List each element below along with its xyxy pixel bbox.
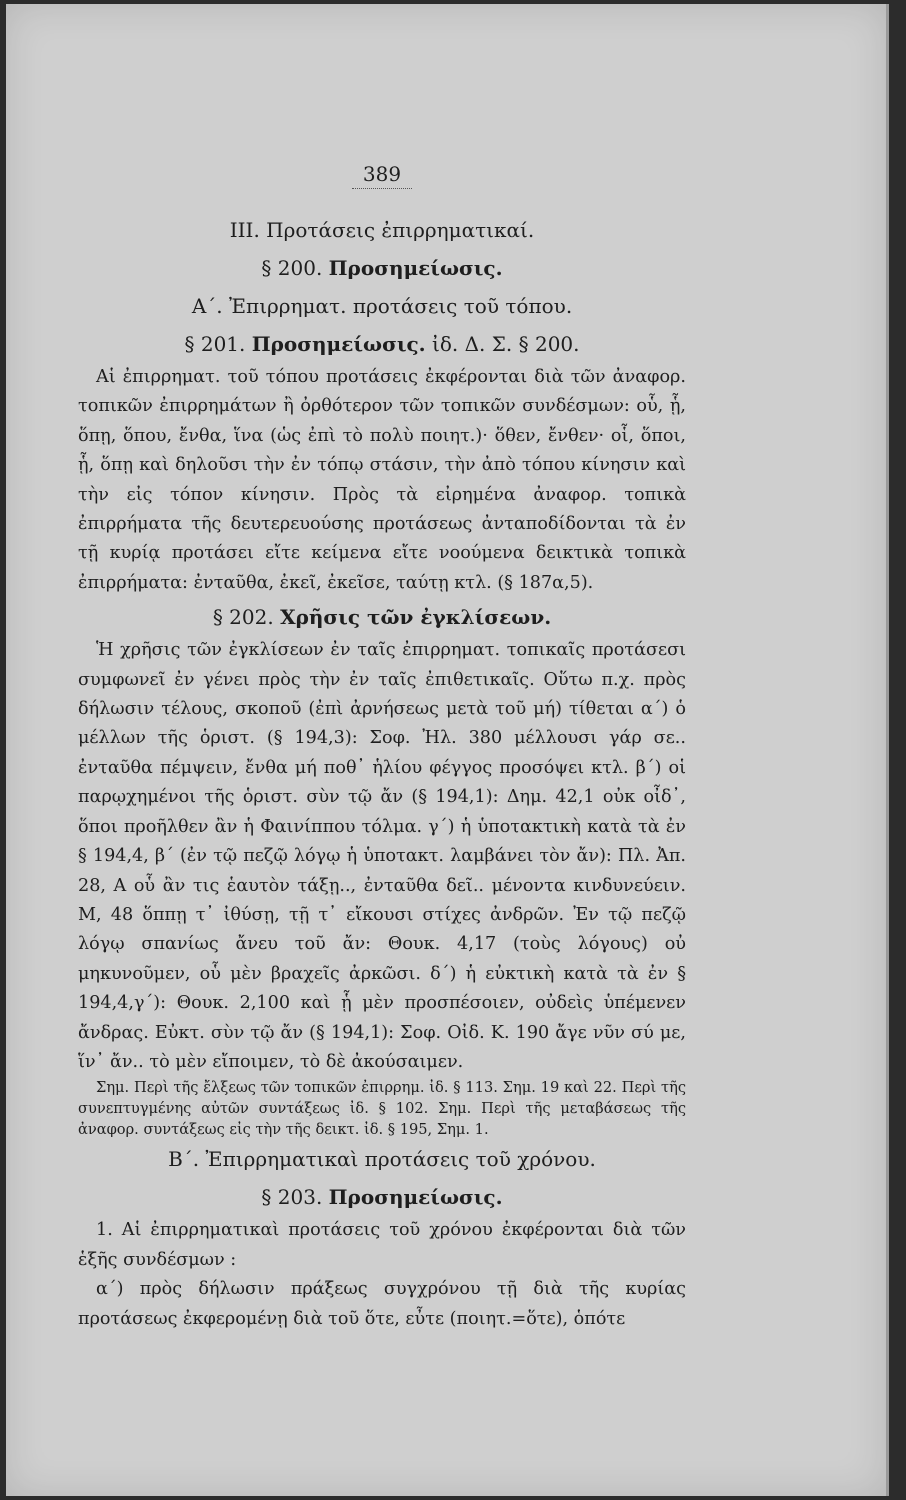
heading-202-title: Χρῆσις τῶν ἐγκλίσεων. <box>280 605 552 630</box>
page-text <box>78 162 686 1334</box>
section-title: III. Προτάσεις ἐπιρρηματικαί. <box>229 218 535 242</box>
heading-200-title: Προσημείωσις. <box>328 256 503 280</box>
subsection-b-title: Β΄. Ἐπιρρηματικαὶ προτάσεις τοῦ χρόνου. <box>168 1147 596 1172</box>
subsection-a-title: Α΄. Ἐπιρρηματ. προτάσεις τοῦ τόπου. <box>191 294 573 318</box>
heading-202 <box>78 598 686 636</box>
heading-203 <box>78 1178 686 1216</box>
page-number: 389 <box>362 162 402 186</box>
heading-202-number: § 202. <box>212 605 274 630</box>
paragraph-201: Αἱ ἐπιρρηματ. τοῦ τόπου προτάσεις ἐκφέρονται διὰ τῶν ἀναφορ. τοπικῶν ἐπιρρημάτων ἢ ὀρθότερον τῶν τοπικῶν συνδέσμων: οὗ, ᾗ, ὅπῃ, ὅπου, ἔνθα, ἵνα (ὡς ἐπὶ τὸ πολὺ ποιητ.)· ὅθεν, ἔνθεν· οἷ, ὅποι, ᾗ, ὅπῃ καὶ δηλοῦσι τὴν ἐν τόπῳ στάσιν, τὴν ἀπὸ τόπου κίνησιν καὶ τὴν εἰς τόπον κίνησιν. Πρὸς τὰ εἰρημένα ἀναφορ. τοπικὰ ἐπιρρήματα τῆς δευτερευούσης προτάσεως ἀνταποδίδονται τὰ ἐν τῇ κυρίᾳ προτάσει εἴτε κείμενα εἴτε νοούμενα δεικτικὰ τοπικὰ ἐπιρρήματα: ἐνταῦθα, ἐκεῖ, ἐκεῖσε, ταύτῃ κτλ. (§ 187α,5). <box>78 367 686 593</box>
heading-200-number: § 200. <box>261 256 323 280</box>
heading-201 <box>78 325 686 363</box>
note-202: Σημ. Περὶ τῆς ἔλξεως τῶν τοπικῶν ἐπιρρημ. ἰδ. § 113. Σημ. 19 καὶ 22. Περὶ τῆς συνεπτυγμένης αὐτῶν συντάξεως ἰδ. § 102. Σημ. Περὶ τῆς μεταβάσεως τῆς ἀναφορ. συντάξεως εἰς τὴν τῆς δεικτ. ἰδ. § 195, Σημ. 1. <box>78 1079 686 1139</box>
heading-200 <box>78 249 686 287</box>
heading-203-title: Προσημείωσις. <box>328 1185 503 1210</box>
paragraph-203-a: α΄) πρὸς δήλωσιν πράξεως συγχρόνου τῇ διὰ τῆς κυρίας προτάσεως ἐκφερομένῃ διὰ τοῦ ὅτε, εὖτε (ποιητ.=ὅτε), ὁπότε <box>78 1279 686 1329</box>
heading-203-number: § 203. <box>261 1185 323 1210</box>
page-number-rule <box>352 188 412 189</box>
heading-201-reference: ἰδ. Δ. Σ. § 200. <box>432 332 580 356</box>
paragraph-202: Ἡ χρῆσις τῶν ἐγκλίσεων ἐν ταῖς ἐπιρρηματ. τοπικαῖς προτάσεσι συμφωνεῖ ἐν γένει πρὸς τὴν ἐν ταῖς ἐπιθετικαῖς. Οὕτω π.χ. πρὸς δήλωσιν τέλους, σκοποῦ (ἐπὶ ἀρνήσεως μετὰ τοῦ μή) τίθεται α΄) ὁ μέλλων τῆς ὁριστ. (§ 194,3): Σοφ. Ἠλ. 380 μέλλουσι γάρ σε.. ἐνταῦθα πέμψειν, ἔνθα μή ποθ᾽ ἡλίου φέγγος προσόψει κτλ. β΄) οἱ παρῳχημένοι τῆς ὁριστ. σὺν τῷ ἄν (§ 194,1): Δημ. 42,1 οὐκ οἶδ᾽, ὅποι προῆλθεν ἂν ἡ Φαινίππου τόλμα. γ΄) ἡ ὑποτακτικὴ κατὰ τὰ ἐν § 194,4, β΄ (ἐν τῷ πεζῷ λόγῳ ἡ ὑποτακτ. λαμβάνει τὸν ἄν): Πλ. Ἀπ. 28, Α οὗ ἂν τις ἑαυτὸν τάξῃ.., ἐνταῦθα δεῖ.. μένοντα κινδυνεύειν. Μ, 48 ὅππῃ τ᾽ ἰθύσῃ, τῇ τ᾽ εἴκουσι στίχες ἀνδρῶν. Ἐν τῷ πεζῷ λόγῳ σπανίως ἄνευ τοῦ ἄν: Θουκ. 4,17 (τοὺς λόγους) οὐ μηκυνοῦμεν, οὗ μὲν βραχεῖς ἀρκῶσι. δ΄) ἡ εὐκτικὴ κατὰ τὰ ἐν § 194,4,γ΄): Θουκ. 2,100 καὶ ᾗ μὲν προσπέσοιεν, οὐδεὶς ὑπέμενεν ἄνδρας. Εὐκτ. σὺν τῷ ἄν (§ 194,1): Σοφ. Οἰδ. Κ. 190 ἄγε νῦν σύ με, ἵν᾽ ἄν.. τὸ μὲν εἴποιμεν, τὸ δὲ ἀκούσαιμεν. <box>78 640 686 1072</box>
heading-201-number: § 201. <box>184 332 246 356</box>
book-page <box>6 4 889 1496</box>
heading-201-title: Προσημείωσις. <box>251 332 426 356</box>
paragraph-203-1: 1. Αἱ ἐπιρρηματικαὶ προτάσεις τοῦ χρόνου ἐκφέρονται διὰ τῶν ἑξῆς συνδέσμων : <box>78 1220 686 1270</box>
